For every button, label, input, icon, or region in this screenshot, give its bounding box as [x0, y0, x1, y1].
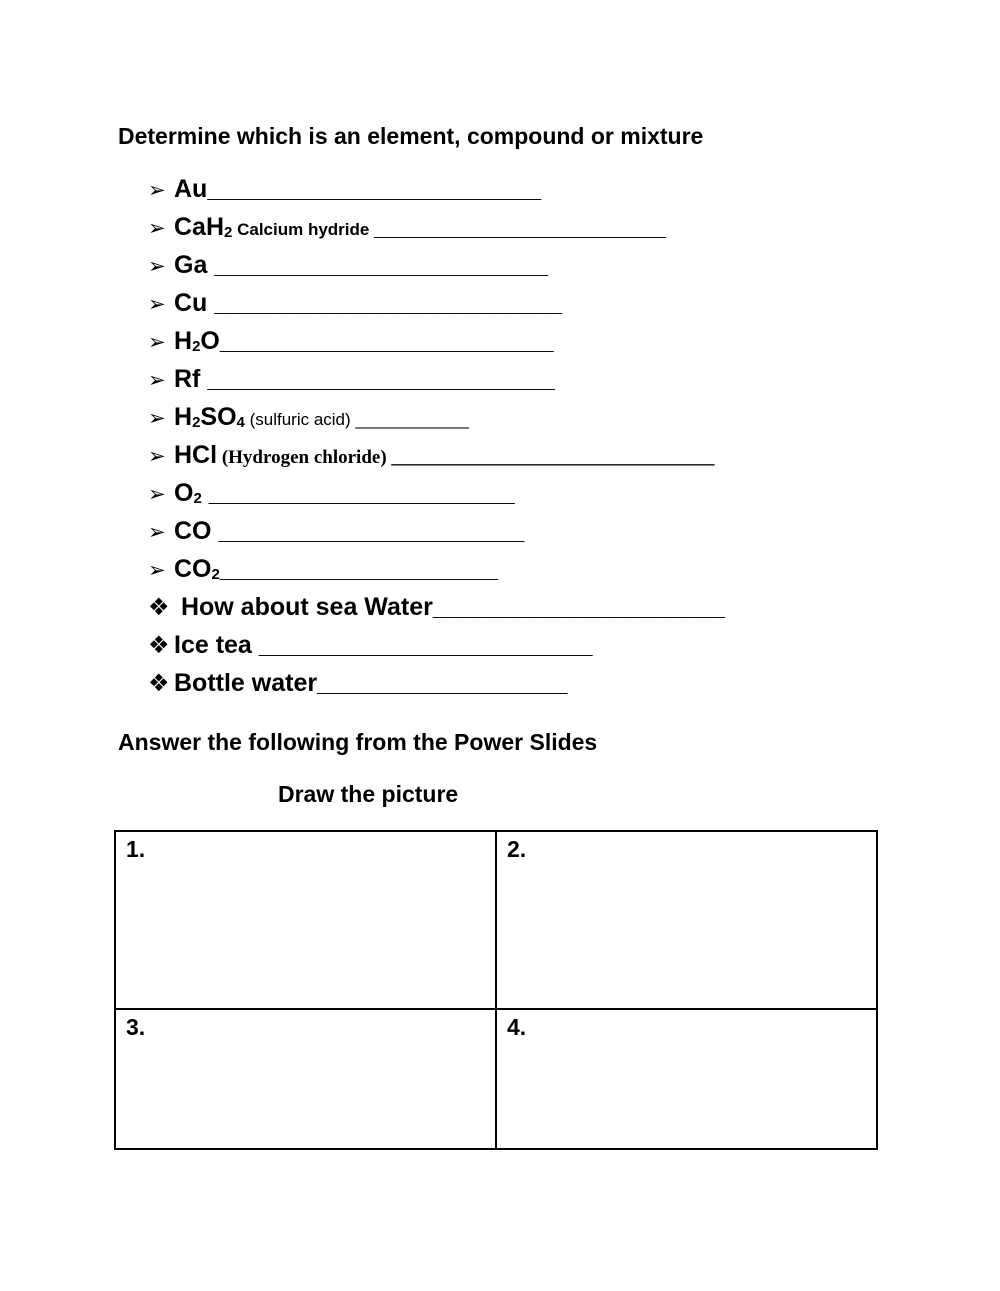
- item-text: CO: [174, 517, 212, 545]
- table-row: [115, 831, 877, 1009]
- item-text: CO: [174, 555, 212, 583]
- draw-cell-3: 3.: [115, 1009, 496, 1149]
- item-text: 2: [192, 414, 201, 431]
- item-text: O: [174, 479, 194, 507]
- answer-blank: ________________________: [219, 327, 554, 355]
- answer-blank: __________________________________: [391, 447, 715, 468]
- arrow-bullet-icon: ➢: [148, 520, 166, 544]
- answer-blank: ____________: [355, 410, 469, 429]
- chemical-items-list: [118, 170, 1000, 702]
- list-item-o2: [118, 474, 1000, 512]
- answer-blank: _____________________: [432, 593, 725, 621]
- answer-blank: ______________________: [201, 479, 515, 507]
- draw-cell-2: 2.: [496, 831, 877, 1009]
- item-text: 4: [236, 414, 245, 431]
- answer-blank: ______________________: [211, 517, 525, 545]
- item-text: Cu: [174, 289, 208, 317]
- item-text: SO: [200, 403, 237, 431]
- diamond-bullet-icon: ❖: [148, 631, 170, 659]
- list-item-co: [118, 512, 1000, 550]
- page-title: Determine which is an element, compound or mixture: [118, 123, 704, 149]
- arrow-bullet-icon: ➢: [148, 558, 166, 582]
- answer-blank: ________________________: [207, 251, 548, 279]
- item-text: H: [174, 327, 193, 355]
- item-text: O: [200, 327, 220, 355]
- item-text: HCl: [174, 441, 218, 469]
- answer-blank: _____________________: [374, 213, 667, 241]
- arrow-bullet-icon: ➢: [148, 482, 166, 506]
- draw-cell-1: 1.: [115, 831, 496, 1009]
- arrow-bullet-icon: ➢: [148, 178, 166, 202]
- list-item-ga: [118, 246, 1000, 284]
- item-text: Bottle water: [174, 669, 318, 697]
- arrow-bullet-icon: ➢: [148, 254, 166, 278]
- arrow-bullet-icon: ➢: [148, 292, 166, 316]
- answer-blank: __________________: [317, 669, 568, 697]
- table-caption: Draw the picture: [278, 781, 459, 807]
- list-item-h2o: [118, 322, 1000, 360]
- list-item-h2so4: [118, 398, 1000, 436]
- item-text: 2: [211, 566, 220, 583]
- item-text: How about sea Water: [174, 593, 433, 621]
- section-heading: Answer the following from the Power Slides: [118, 729, 598, 755]
- list-item-bottle-water: [118, 664, 1000, 702]
- item-text: 2: [193, 490, 202, 507]
- item-text: 2: [224, 224, 233, 241]
- answer-blank: _________________________: [200, 365, 555, 393]
- draw-picture-table: [114, 830, 878, 1150]
- item-text: Rf: [174, 365, 201, 393]
- list-item-au: [118, 170, 1000, 208]
- table-row: [115, 1009, 877, 1149]
- list-item-hcl: [118, 436, 1000, 474]
- list-item-sea-water: [118, 588, 1000, 626]
- item-text: Au: [174, 175, 208, 203]
- answer-blank: ________________________: [251, 631, 593, 659]
- diamond-bullet-icon: ❖: [148, 669, 170, 697]
- item-text: CaH: [174, 213, 225, 241]
- item-text: (sulfuric acid): [244, 410, 356, 429]
- answer-blank: _________________________: [207, 289, 562, 317]
- answer-blank: ________________________: [207, 175, 542, 203]
- list-item-cah2: [118, 208, 1000, 246]
- arrow-bullet-icon: ➢: [148, 368, 166, 392]
- list-item-rf: [118, 360, 1000, 398]
- item-text: Ice tea: [174, 631, 252, 659]
- item-text: Ga: [174, 251, 208, 279]
- list-item-cu: [118, 284, 1000, 322]
- diamond-bullet-icon: ❖: [148, 593, 170, 621]
- item-text: Calcium hydride: [232, 220, 375, 239]
- answer-blank: ____________________: [219, 555, 498, 583]
- arrow-bullet-icon: ➢: [148, 216, 166, 240]
- arrow-bullet-icon: ➢: [148, 330, 166, 354]
- item-text: H: [174, 403, 193, 431]
- item-text: (Hydrogen chloride): [217, 447, 392, 468]
- list-item-co2: [118, 550, 1000, 588]
- draw-cell-4: 4.: [496, 1009, 877, 1149]
- arrow-bullet-icon: ➢: [148, 406, 166, 430]
- item-text: 2: [192, 338, 201, 355]
- arrow-bullet-icon: ➢: [148, 444, 166, 468]
- list-item-ice-tea: [118, 626, 1000, 664]
